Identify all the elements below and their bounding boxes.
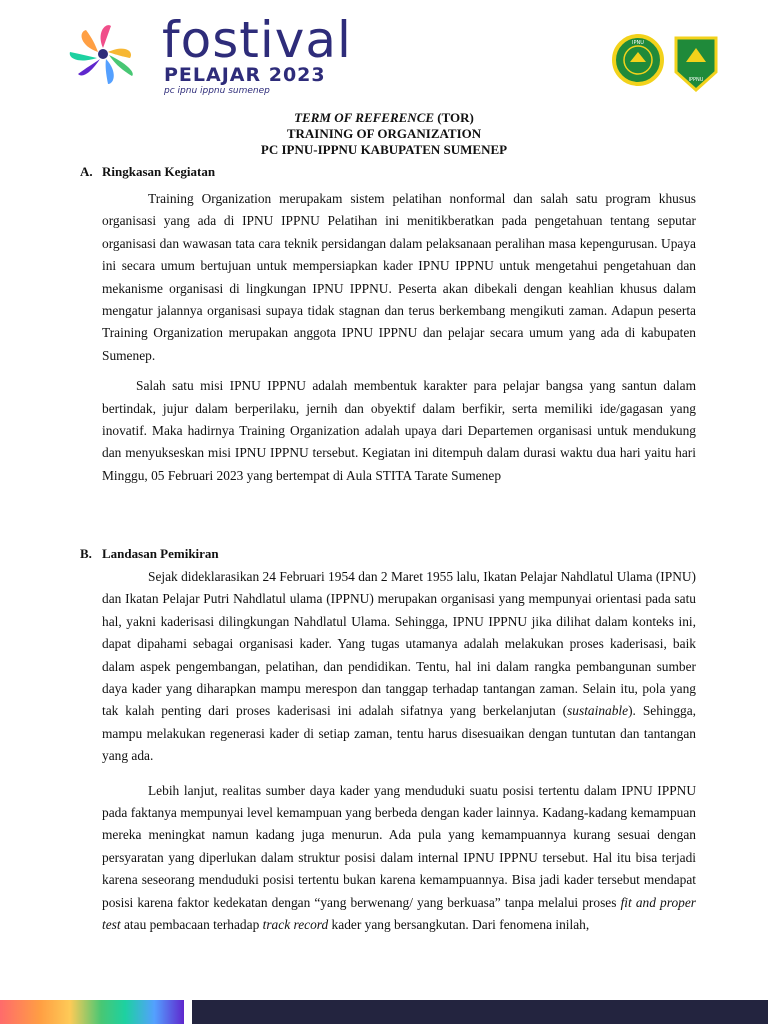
- brand-subtitle: PELAJAR 2023: [164, 64, 326, 86]
- section-b-title: B. Landasan Pemikiran: [80, 546, 219, 561]
- heading-line-2: TRAINING OF ORGANIZATION: [286, 126, 482, 141]
- svg-text:IPNU: IPNU: [632, 40, 644, 46]
- footer-dark-bar: [192, 1000, 768, 1024]
- section-b-paragraph-1: Sejak dideklarasikan 24 Februari 1954 dan 2 Maret 1955 lalu, Ikatan Pelajar Nahdlatul Ulama (IPNU) dan Ikatan Pelajar Putri Nahdlatul ulama (IPPNU) merupakan organisasi yang mempunyai orientasi pada satu hal, yakni kaderisasi dilingkungan Nahdlatul Ulama. Sehingga, IPNU IPPNU jika dilihat dalam konteks ini, dapat dipahami sebagai organisasi kader. Yang tugas utamanya adalah melakukan proses kaderisasi, baik dalam aspek pengembangan, pelatihan, dan pendidikan. Tentu, hal ini dalam rangka pembangunan sumber daya kader yang diharapkan mampu merespon dan tanggap terhadap tantangan zaman. Selain itu, pola yang tak kalah penting dari proses kaderisasi ini adalah sifatnya yang berkelanjutan (sustainable). Sehingga, mampu melakukan regenerasi kader di setiap zaman, tentu harus disesuaikan dengan tuntutan dan tantangan yang ada.: [102, 569, 697, 764]
- festival-flower-logo: [48, 18, 158, 90]
- ipnu-seal-icon: [614, 36, 662, 84]
- document-heading: [0, 110, 768, 158]
- svg-text:IPPNU: IPPNU: [688, 77, 704, 83]
- ippnu-seal-icon: [676, 38, 716, 90]
- letterhead: [0, 0, 768, 108]
- section-a-title: A. Ringkasan Kegiatan: [80, 164, 216, 179]
- organization-seals: [612, 32, 722, 94]
- heading-italic: TERM OF REFERENCE: [294, 110, 435, 125]
- section-a: [80, 164, 696, 487]
- brand-tagline: pc ipnu ippnu sumenep: [164, 86, 270, 96]
- section-b: [80, 546, 696, 937]
- section-b-paragraph-2: Lebih lanjut, realitas sumber daya kader yang menduduki suatu posisi tertentu dalam IPNU IPPNU pada faktanya mempunyai level kemampuan yang berbeda dengan kader lainnya. Kadang-kadang kemampuan mereka meningkat namun kadang juga menurun. Ada pula yang kemampuannya kurang sesuai dengan persyaratan yang diperlukan dalam struktur posisi dalam internal IPNU IPPNU tersebut. Hal itu bisa terjadi karena seseorang menduduki posisi tertentu bukan karena kemampuannya. Bisa jadi kader tersebut mendapat posisi karena faktor kedekatan dengan “yang berwenang/ yang berkuasa” tanpa melalui proses fit and proper test atau pembacaan terhadap track record kader yang bersangkutan. Dari fenomena inilah,: [102, 782, 696, 933]
- section-a-paragraph-2: Salah satu misi IPNU IPPNU adalah membentuk karakter para pelajar bangsa yang santun dalam bertindak, jujur dalam berperilaku, jernih dan obyektif dalam berfikir, serta memiliki ide/gagasan yang inovatif. Maka hadirnya Training Organization adalah upaya dari Departemen organisasi untuk mendukung dan menyukseskan misi IPNU IPPNU tersebut. Kegiatan ini ditempuh dalam durasi waktu dua hari yaitu hari Minggu, 05 Februari 2023 yang bertempat di Aula STITA Tarate Sumenep: [102, 378, 696, 483]
- section-a-paragraph-1: Training Organization merupakam sistem pelatihan nonformal dan salah satu program khusus organisasi yang ada di IPNU IPPNU Pelatihan ini menitikberatkan pada pengetahuan tentang seputar organisasi dan wawasan tata cara teknik persidangan dalam pelaksanaan peralihan masa kepengurusan. Upaya ini secara umum bertujuan untuk mempersiapkan kader IPNU IPPNU untuk mengetahui pengetahuan dan mekanisme organisasi di lingkungan IPNU IPPNU. Peserta akan dibekali dengan keahlian khusus dalam mengatur jalannya organisasi supaya tidak stagnan dan terus berkembang mengikuti zaman. Adapun peserta Training Organization merupakan anggota IPNU IPPNU dan pelajar secara umum yang ada di kabupaten Sumenep.: [102, 191, 696, 363]
- heading-line-3: PC IPNU-IPPNU KABUPATEN SUMENEP: [260, 142, 508, 157]
- brand-title: fostival: [162, 11, 352, 69]
- heading-line-1: TERM OF REFERENCE (TOR): [294, 110, 474, 125]
- footer-gradient-bar: [0, 1000, 184, 1024]
